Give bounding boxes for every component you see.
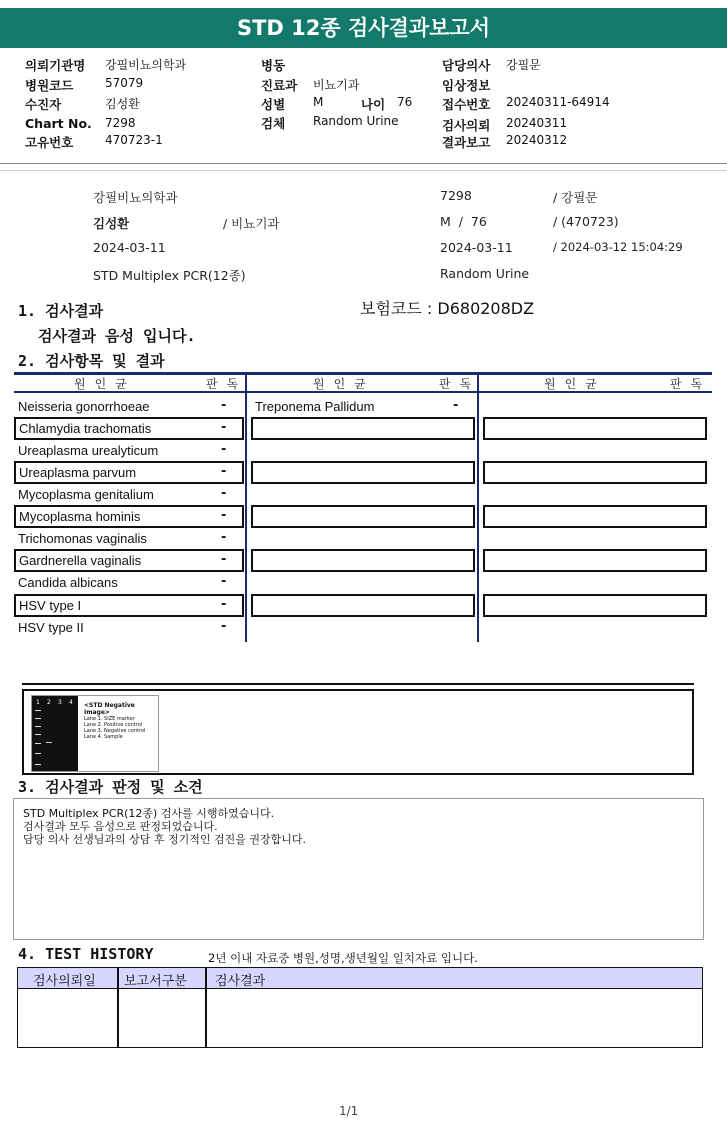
sub-report-datetime: / 2024-03-12 15:04:29 — [553, 240, 683, 254]
section2-title: 2. 검사항목 및 결과 — [18, 352, 165, 370]
page-number: 1/1 — [339, 1104, 359, 1118]
pathogen-result: - — [221, 486, 227, 501]
label-department: 진료과 — [261, 78, 298, 93]
comment-line-3: 담당 의사 선생님과의 상담 후 정기적인 검진을 권장합니다. — [23, 833, 306, 846]
pathogen-name: Gardnerella vaginalis — [19, 553, 142, 568]
pathogen-name: HSV type II — [18, 620, 84, 635]
label-chart-no: Chart No. — [25, 116, 92, 131]
sub-patient: 김성환 — [93, 216, 130, 231]
history-header-result: 검사결과 — [215, 974, 266, 989]
pathogen-result: - — [221, 420, 227, 435]
value-patient: 김성환 — [105, 97, 140, 111]
pathogen-result: - — [221, 508, 227, 523]
table-col-divider-2 — [477, 372, 479, 642]
table-row — [14, 395, 244, 418]
pathogen-result: - — [453, 398, 459, 413]
gel-legend-4: Lane 4. Sample — [84, 734, 123, 740]
pathogen-result: - — [221, 442, 227, 457]
history-header-request-date: 검사의뢰일 — [33, 974, 96, 989]
table-col-divider-1 — [245, 372, 247, 642]
pathogen-name: Ureaplasma parvum — [19, 465, 137, 480]
section1-title: 1. 검사결과 — [18, 302, 104, 320]
value-specimen: Random Urine — [313, 114, 399, 128]
table-row — [14, 483, 244, 506]
gel-dark-panel — [32, 696, 78, 771]
empty-row-box — [251, 549, 475, 572]
empty-row-box — [251, 594, 475, 617]
table-row — [14, 461, 244, 484]
empty-row-box — [483, 594, 707, 617]
col3-header-pathogen: 원인균 — [544, 377, 606, 391]
pathogen-name: Mycoplasma genitalium — [18, 487, 154, 502]
sub-receipt-date: 2024-03-11 — [440, 240, 513, 255]
empty-row-box — [251, 417, 475, 440]
label-unique-no: 고유번호 — [25, 135, 74, 150]
gel-band — [35, 718, 41, 719]
section3-title: 3. 검사결과 판정 및 소견 — [18, 778, 203, 796]
table-row — [14, 549, 244, 572]
col1-header-pathogen: 원인균 — [74, 377, 136, 391]
label-result-report: 결과보고 — [442, 135, 491, 150]
lane-1-label: 1 — [36, 699, 40, 706]
value-test-request: 20240311 — [506, 116, 568, 130]
comment-line-1: STD Multiplex PCR(12종) 검사를 시행하였습니다. — [23, 807, 275, 820]
pathogen-name: HSV type I — [19, 598, 82, 613]
empty-row-box — [483, 417, 707, 440]
value-sex: M — [313, 95, 324, 109]
header-divider-2 — [0, 170, 727, 171]
gel-band — [35, 726, 41, 727]
comment-line-2: 검사결과 모두 음성으로 판정되었습니다. — [23, 820, 218, 833]
table-row — [14, 505, 244, 528]
sub-department: / 비뇨기과 — [223, 216, 280, 231]
pathogen-result: - — [221, 597, 227, 612]
empty-row-box — [483, 549, 707, 572]
table-row — [14, 616, 244, 639]
gel-image — [31, 695, 159, 772]
label-patient: 수진자 — [25, 97, 62, 112]
pathogen-result: - — [221, 552, 227, 567]
value-receipt-no: 20240311-64914 — [506, 95, 610, 109]
table-row — [14, 417, 244, 440]
label-doctor: 담당의사 — [442, 58, 491, 73]
sub-test-name: STD Multiplex PCR(12종) — [93, 268, 246, 283]
gel-legend-3: Lane 3. Negative control — [84, 728, 146, 734]
sub-specimen: Random Urine — [440, 266, 530, 281]
label-hospital-code: 병원코드 — [25, 78, 74, 93]
pathogen-result: - — [221, 530, 227, 545]
gel-divider — [22, 683, 694, 685]
sub-doctor: / 강필문 — [553, 190, 598, 205]
gel-band — [35, 743, 41, 744]
header-divider — [0, 163, 727, 164]
lane-4-label: 4 — [69, 699, 73, 706]
label-ward: 병동 — [261, 58, 286, 73]
table-row — [14, 594, 244, 617]
value-department: 비뇨기과 — [313, 78, 360, 92]
pathogen-name: Ureaplasma urealyticum — [18, 443, 159, 458]
gel-band — [35, 753, 41, 754]
history-header-report-type: 보고서구분 — [124, 974, 187, 989]
sub-request-date: 2024-03-11 — [93, 240, 166, 255]
label-receipt-no: 접수번호 — [442, 97, 491, 112]
col1-header-judgment: 판독 — [206, 377, 248, 391]
history-table — [17, 967, 703, 1048]
gel-title: <STD Negative Image> — [84, 702, 135, 716]
empty-row-box — [483, 461, 707, 484]
sub-sex-age: M / 76 — [440, 214, 487, 229]
sub-id: / (470723) — [553, 214, 619, 229]
pathogen-name: Candida albicans — [18, 575, 118, 590]
col3-header-judgment: 판독 — [670, 377, 712, 391]
pathogen-result: - — [221, 464, 227, 479]
pathogen-name: Chlamydia trachomatis — [19, 421, 152, 436]
table-row — [251, 395, 475, 418]
pathogen-result: - — [221, 574, 227, 589]
label-clinical-info: 임상정보 — [442, 78, 491, 93]
table-row — [14, 527, 244, 550]
history-col-divider-2 — [205, 967, 207, 1048]
value-age: 76 — [397, 95, 413, 109]
value-requesting-org: 강필비뇨의학과 — [105, 58, 187, 72]
empty-row-box — [251, 505, 475, 528]
gel-band — [35, 710, 41, 711]
pathogen-name: Treponema Pallidum — [255, 399, 375, 414]
label-sex: 성별 — [261, 97, 286, 112]
comment-box — [13, 798, 704, 940]
label-requesting-org: 의뢰기관명 — [25, 58, 86, 73]
section1-result: 검사결과 음성 입니다. — [38, 327, 196, 345]
pathogen-result: - — [221, 398, 227, 413]
value-doctor: 강필문 — [506, 58, 541, 72]
label-age: 나이 — [361, 97, 386, 112]
pathogen-name: Mycoplasma hominis — [19, 509, 141, 524]
history-note: 2년 이내 자료중 병원,성명,생년월일 일치자료 입니다. — [208, 951, 478, 965]
col2-header-judgment: 판독 — [439, 377, 481, 391]
gel-band — [35, 734, 41, 735]
gel-band — [35, 764, 41, 765]
sub-hospital: 강필비뇨의학과 — [93, 190, 178, 205]
table-row — [14, 571, 244, 594]
value-hospital-code: 57079 — [105, 76, 144, 90]
pathogen-result: - — [221, 619, 227, 634]
col2-header-pathogen: 원인균 — [313, 377, 375, 391]
value-chart-no: 7298 — [105, 116, 136, 130]
label-specimen: 검체 — [261, 116, 286, 131]
table-row — [14, 439, 244, 462]
sub-chart: 7298 — [440, 188, 472, 203]
lane-3-label: 3 — [58, 699, 62, 706]
history-col-divider-1 — [117, 967, 119, 1048]
insurance-code: 보험코드 : D680208DZ — [360, 299, 535, 318]
gel-legend-2: Lane 2. Positive control — [84, 722, 143, 728]
empty-row-box — [483, 505, 707, 528]
report-title: STD 12종 검사결과보고서 — [0, 8, 727, 48]
section4-title: 4. TEST HISTORY — [18, 945, 154, 963]
gel-legend-1: Lane 1. SIZE marker — [84, 716, 135, 722]
value-result-report: 20240312 — [506, 133, 568, 147]
gel-band — [46, 742, 52, 743]
pathogen-name: Neisseria gonorrhoeae — [18, 399, 150, 414]
empty-row-box — [251, 461, 475, 484]
label-test-request: 검사의뢰 — [442, 118, 491, 133]
lane-2-label: 2 — [47, 699, 51, 706]
value-unique-no: 470723-1 — [105, 133, 163, 147]
pathogen-name: Trichomonas vaginalis — [18, 531, 147, 546]
